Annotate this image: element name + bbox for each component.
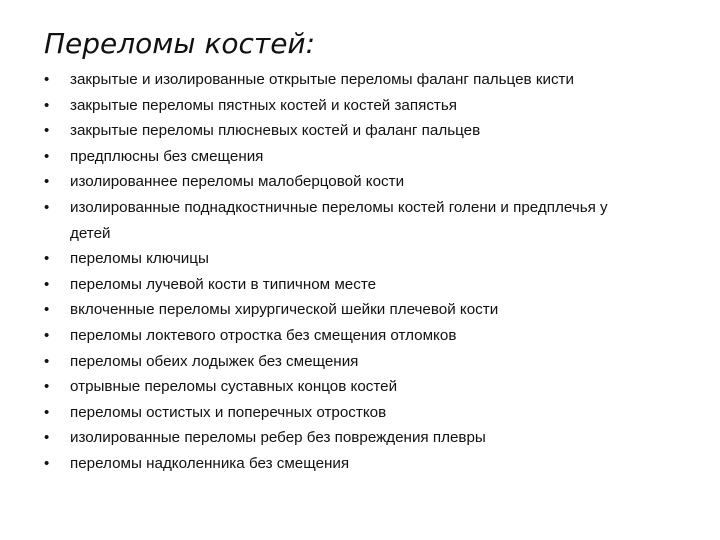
slide-title: Переломы костей: [44,27,316,60]
list-item-text: переломы надколенника без смещения [70,454,350,472]
list-item [44,323,694,349]
bullet-icon: • [44,71,50,88]
list-item [44,425,694,451]
list-item [44,374,694,400]
bullet-icon: • [44,326,50,344]
bullet-icon: • [44,96,50,114]
list-item-text: закрытые и изолированные открытые переломы фаланг пальцев кисти [70,71,574,88]
bullet-icon: • [44,122,50,140]
bullet-icon: • [44,378,50,396]
list-item [44,400,694,426]
list-item [44,144,694,170]
list-item-text: закрытые переломы пястных костей и костей запястья [70,96,458,114]
bullet-icon: • [44,173,50,191]
list-item [44,451,694,477]
bullet-icon: • [44,429,50,447]
list-item-text: изолированные переломы ребер без повреждения плевры [70,429,486,447]
bullet-icon: • [44,250,50,268]
list-item-text: закрытые переломы плюсневых костей и фаланг пальцев [70,122,481,140]
list-item [44,246,694,272]
bullet-icon: • [44,275,50,293]
bullet-list [44,67,694,477]
bullet-icon: • [44,198,50,216]
list-item [44,297,694,323]
list-item-text: вклоченные переломы хирургической шейки плечевой кости [70,301,499,319]
bullet-icon: • [44,147,50,165]
list-item-text: переломы ключицы [70,250,209,268]
list-item-text: переломы локтевого отростка без смещения отломков [70,326,457,344]
bullet-icon: • [44,403,50,421]
list-item [44,195,694,246]
list-item-text: изолированнее переломы малоберцовой кости [70,173,405,191]
list-item [44,349,694,375]
list-item [44,93,694,119]
list-item-text: переломы обеих лодыжек без смещения [70,352,359,370]
bullet-icon: • [44,301,50,319]
list-item-text: переломы лучевой кости в типичном месте [70,275,377,293]
list-item-text: предплюсны без смещения [70,147,264,165]
list-item-text: переломы остистых и поперечных отростков [70,403,387,421]
list-item [44,169,694,195]
list-item-text-continuation: детей [70,224,111,242]
list-item [44,118,694,144]
bullet-icon: • [44,352,50,370]
list-item [44,272,694,298]
list-item-text: изолированные поднадкостничные переломы костей голени и предплечья у [70,198,608,216]
bullet-icon: • [44,454,50,472]
list-item-text: отрывные переломы суставных концов костей [70,378,398,396]
list-item [44,67,694,93]
